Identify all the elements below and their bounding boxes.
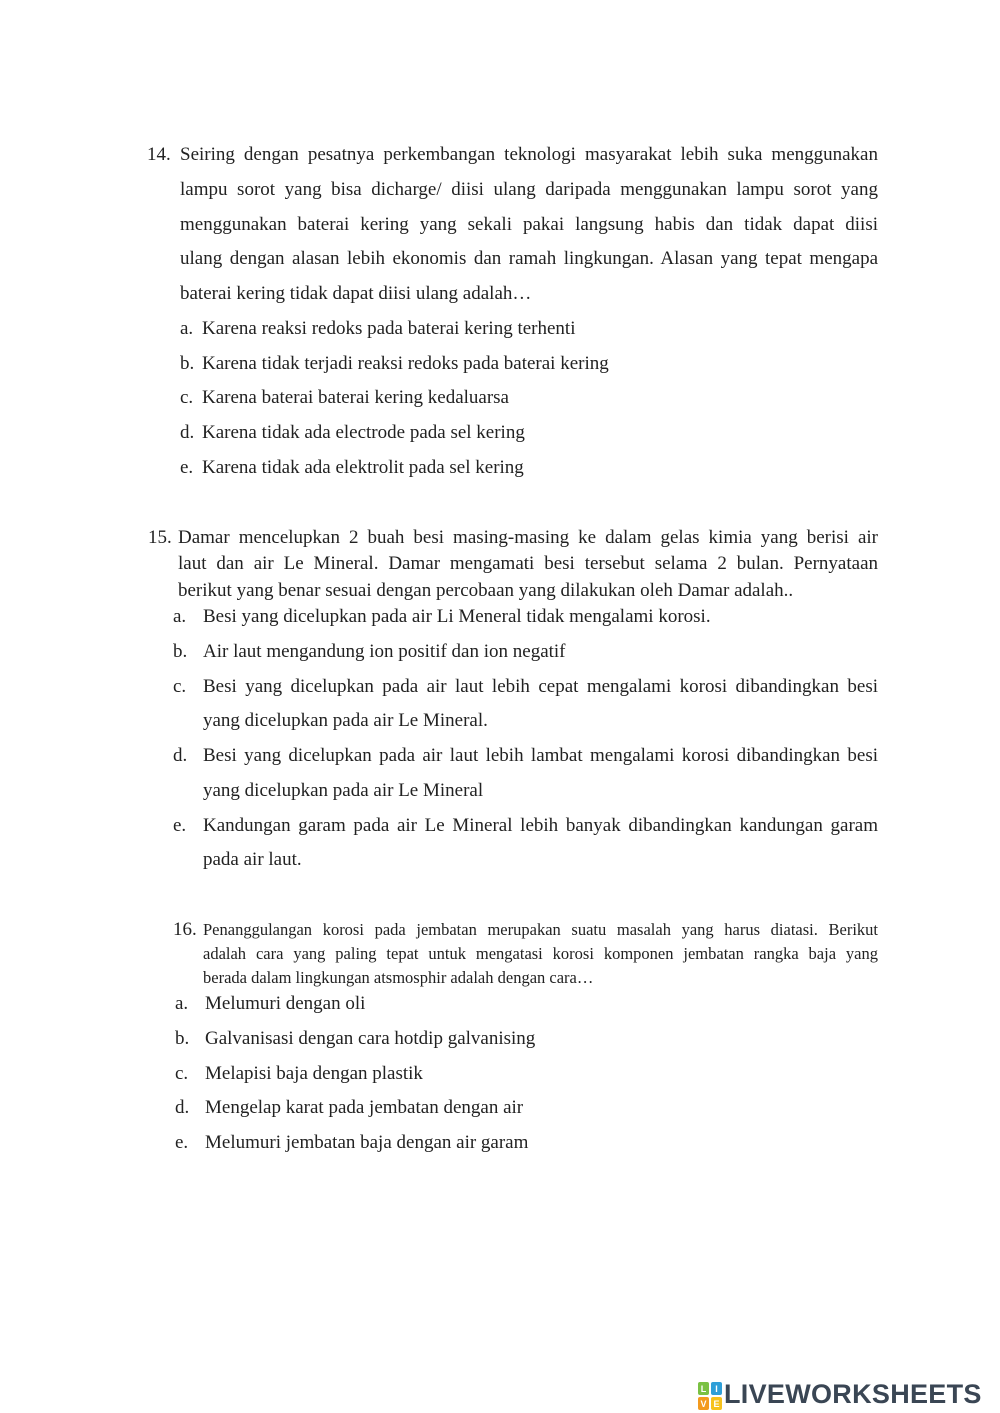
question-stem-line: adalah cara yang paling tepat untuk mengatasi korosi komponen jembatan rangka baja yang bbox=[203, 944, 878, 963]
option-letter: a. bbox=[180, 318, 194, 339]
option-text: Melumuri jembatan baja dengan air garam bbox=[205, 1132, 529, 1153]
option-text-continued: yang dicelupkan pada air Le Mineral. bbox=[203, 710, 488, 731]
option-text: Karena baterai baterai kering kedaluarsa bbox=[202, 387, 509, 408]
option-letter: a. bbox=[175, 993, 189, 1014]
liveworksheets-logo-text: LIVEWORKSHEETS bbox=[724, 1379, 982, 1409]
option-text: Galvanisasi dengan cara hotdip galvanising bbox=[205, 1028, 536, 1049]
option-text: Besi yang dicelupkan pada air laut lebih lambat mengalami korosi dibandingkan besi bbox=[203, 745, 878, 766]
question-stem-line: berada dalam lingkungan atsmosphir adalah dengan cara… bbox=[203, 968, 594, 987]
option-letter: b. bbox=[180, 353, 195, 374]
option-text: Karena reaksi redoks pada baterai kering terhenti bbox=[202, 318, 576, 339]
option-text: Karena tidak terjadi reaksi redoks pada baterai kering bbox=[202, 353, 609, 374]
option-text: Melumuri dengan oli bbox=[205, 993, 366, 1014]
svg-text:E: E bbox=[713, 1399, 720, 1409]
option-letter: c. bbox=[175, 1063, 189, 1084]
svg-text:I: I bbox=[715, 1384, 718, 1394]
option-letter: b. bbox=[175, 1028, 190, 1049]
svg-text:L: L bbox=[700, 1384, 707, 1394]
question-stem-line: berikut yang benar sesuai dengan percobaan yang dilakukan oleh Damar adalah.. bbox=[178, 580, 794, 601]
option-letter: d. bbox=[180, 422, 195, 443]
liveworksheets-logo-icon bbox=[697, 1381, 723, 1411]
svg-text:V: V bbox=[700, 1399, 707, 1409]
answer-option-d[interactable] bbox=[173, 745, 878, 805]
option-text: Besi yang dicelupkan pada air Li Meneral tidak mengalami korosi. bbox=[203, 606, 711, 627]
question-stem-line: menggunakan baterai kering yang sekali pakai langsung habis dan tidak dapat diisi bbox=[180, 214, 878, 235]
option-text: Melapisi baja dengan plastik bbox=[205, 1063, 423, 1084]
option-letter: b. bbox=[173, 641, 188, 662]
answer-option-e[interactable] bbox=[173, 815, 878, 875]
question-stem-line: baterai kering tidak dapat diisi ulang adalah… bbox=[180, 283, 532, 304]
option-letter: c. bbox=[180, 387, 194, 408]
question-stem-line: ulang dengan alasan lebih ekonomis dan ramah lingkungan. Alasan yang tepat mengapa bbox=[180, 248, 878, 269]
option-text-continued: yang dicelupkan pada air Le Mineral bbox=[203, 780, 484, 801]
option-letter: c. bbox=[173, 676, 187, 697]
option-text: Air laut mengandung ion positif dan ion negatif bbox=[203, 641, 566, 662]
question-stem-line: lampu sorot yang bisa dicharge/ diisi ulang daripada menggunakan lampu sorot yang bbox=[180, 179, 878, 200]
option-text: Mengelap karat pada jembatan dengan air bbox=[205, 1097, 524, 1118]
option-letter: d. bbox=[175, 1097, 190, 1118]
question-number: 14. bbox=[147, 144, 171, 165]
option-letter: e. bbox=[173, 815, 187, 836]
option-letter: a. bbox=[173, 606, 187, 627]
answer-option-c[interactable] bbox=[173, 676, 878, 736]
option-letter: e. bbox=[175, 1132, 189, 1153]
question-stem-line: Penanggulangan korosi pada jembatan merupakan suatu masalah yang harus diatasi. Berikut bbox=[203, 920, 878, 939]
option-text: Kandungan garam pada air Le Mineral lebih banyak dibandingkan kandungan garam bbox=[203, 815, 878, 836]
question-stem-line: Seiring dengan pesatnya perkembangan teknologi masyarakat lebih suka menggunakan bbox=[180, 144, 878, 165]
question-number: 16. bbox=[173, 919, 197, 940]
question-stem-line: Damar mencelupkan 2 buah besi masing-masing ke dalam gelas kimia yang berisi air bbox=[178, 527, 878, 548]
option-text-continued: pada air laut. bbox=[203, 849, 302, 870]
question-number: 15. bbox=[148, 527, 172, 548]
option-letter: d. bbox=[173, 745, 188, 766]
liveworksheets-logo bbox=[697, 1378, 997, 1412]
option-text: Karena tidak ada electrode pada sel kering bbox=[202, 422, 525, 443]
option-text: Besi yang dicelupkan pada air laut lebih cepat mengalami korosi dibandingkan besi bbox=[203, 676, 878, 697]
option-text: Karena tidak ada elektrolit pada sel kering bbox=[202, 457, 524, 478]
option-letter: e. bbox=[180, 457, 194, 478]
question-stem-line: laut dan air Le Mineral. Damar mengamati besi tersebut selama 2 bulan. Pernyataan bbox=[178, 553, 878, 574]
